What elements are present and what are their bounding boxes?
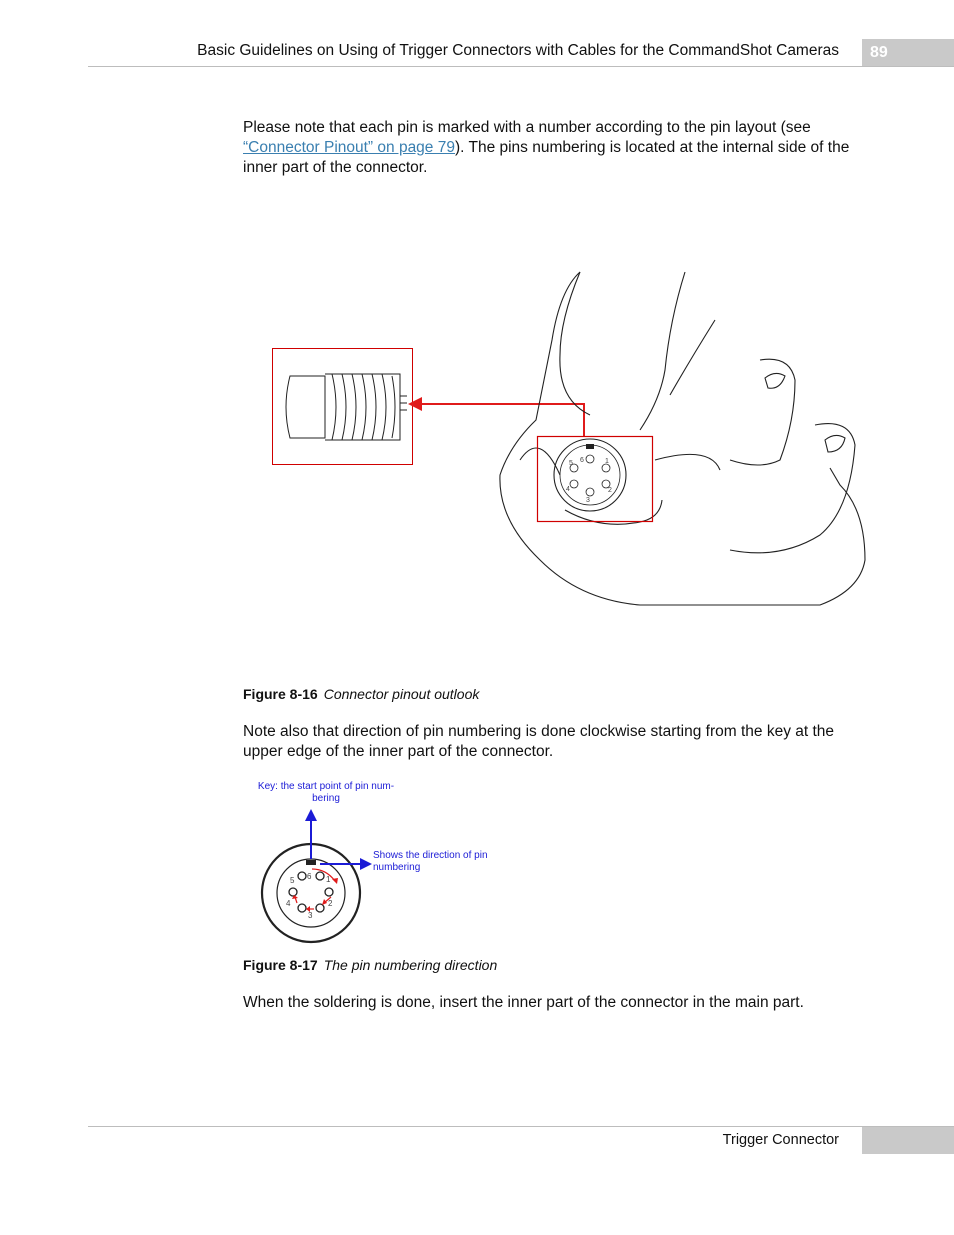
connector-side-view-frame xyxy=(273,349,413,465)
connector-key xyxy=(306,860,316,865)
paragraph-text: ). The pins numbering is located at the internal side of the inner part of the connector. xyxy=(243,139,850,176)
pin-4 xyxy=(570,480,578,488)
key-annotation-line-1: Key: the start point of pin num- xyxy=(257,781,395,792)
paragraph-soldering: When the soldering is done, insert the inner part of the connector in the main part. xyxy=(243,994,804,1011)
footer-rule xyxy=(88,1126,954,1127)
pointer-arrow xyxy=(420,404,584,436)
pin-label-4: 4 xyxy=(566,486,570,493)
pin-label-5: 5 xyxy=(569,460,573,467)
pointer-arrowhead xyxy=(408,397,422,411)
connector-face-outer xyxy=(554,439,626,511)
page-number: 89 xyxy=(862,39,954,67)
connector-pinout-link[interactable]: “Connector Pinout” on page 79 xyxy=(243,139,455,156)
figure-label: Figure 8-17 xyxy=(243,957,318,973)
figure-caption-text: Connector pinout outlook xyxy=(323,686,480,702)
pin-label-3: 3 xyxy=(308,911,313,920)
header-rule xyxy=(88,66,954,67)
pin-6 xyxy=(298,872,306,880)
pin-6 xyxy=(586,455,594,463)
figure-label: Figure 8-16 xyxy=(243,686,318,702)
connector-pins xyxy=(570,455,610,496)
figure-8-16-caption xyxy=(243,686,479,702)
pin-2 xyxy=(325,888,333,896)
figure-caption-text: The pin numbering direction xyxy=(323,957,498,973)
footer-section: Trigger Connector xyxy=(722,1132,839,1148)
pin-4 xyxy=(298,904,306,912)
hand-outline xyxy=(500,272,865,605)
pin-label-3: 3 xyxy=(586,497,590,504)
pin-label-2: 2 xyxy=(328,899,333,908)
pin-5 xyxy=(289,888,297,896)
connector-key xyxy=(586,444,594,449)
header-title: Basic Guidelines on Using of Trigger Connectors with Cables for the CommandShot Cameras xyxy=(197,42,839,59)
pin-label-1: 1 xyxy=(605,458,609,465)
pin-label-1: 1 xyxy=(326,875,331,884)
paragraph-pin-marking xyxy=(243,118,873,178)
pin-label-6: 6 xyxy=(307,872,312,881)
pin-3 xyxy=(586,488,594,496)
direction-annotation-line-1: Shows the direction of pin xyxy=(373,850,488,861)
connector-pinout-illustration xyxy=(260,260,880,620)
paragraph-text: Please note that each pin is marked with a number according to the pin layout (see xyxy=(243,119,811,136)
key-annotation-line-2: bering xyxy=(312,793,340,804)
pin-label-6: 6 xyxy=(580,457,584,464)
connector-side-view xyxy=(286,374,407,440)
figure-8-17-caption xyxy=(243,957,497,973)
paragraph-pin-direction: Note also that direction of pin numbering is done clockwise starting from the key at the upper edge of the inner part of the connector. xyxy=(243,723,835,760)
pin-label-5: 5 xyxy=(290,876,295,885)
pin-label-4: 4 xyxy=(286,899,291,908)
footer-tab xyxy=(862,1127,954,1154)
pin-numbering-diagram xyxy=(240,775,540,950)
direction-arrowhead xyxy=(360,858,372,870)
pin-3 xyxy=(316,904,324,912)
pin-label-2: 2 xyxy=(608,487,612,494)
key-arrowhead xyxy=(305,809,317,821)
pin-1 xyxy=(602,464,610,472)
direction-annotation-line-2: numbering xyxy=(373,862,421,873)
pin-1 xyxy=(316,872,324,880)
